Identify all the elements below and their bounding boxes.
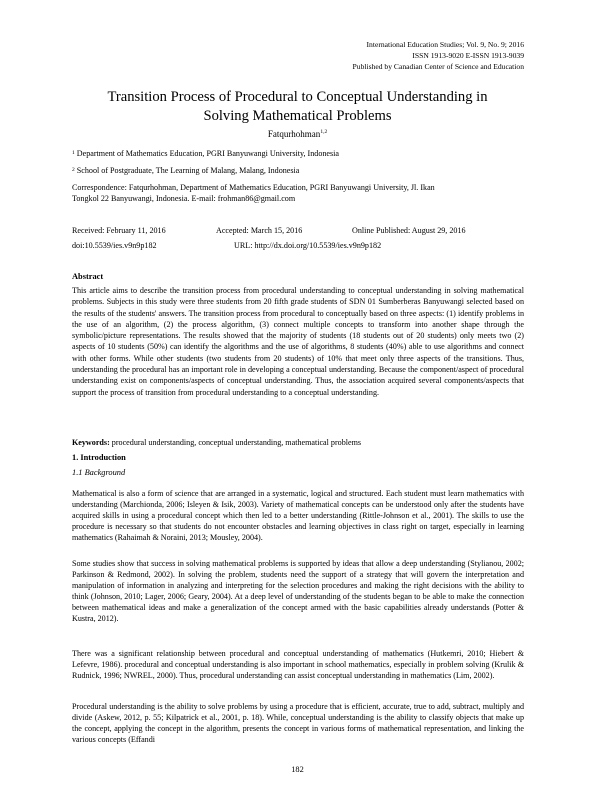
subsection-heading-background: 1.1 Background xyxy=(72,468,126,477)
affiliation-2 xyxy=(72,165,299,176)
paragraph-4: Procedural understanding is the ability to solve problems by using a procedure that is efficient, accurate, true to add, subtract, multiply and divide (Askew, 2012, p. 55; Kilpatrick et al., 2001, p. 18). While, conceptual understanding is the ability to classify objects that make up the concept, applying the concept in the algorithm, presents the concept in various forms of mathematical representation, and linking the various concepts (Effandi xyxy=(72,702,524,745)
affiliation-text: Department of Mathematics Education, PGRI Banyuwangi University, Indonesia xyxy=(76,149,340,158)
paragraph-3: There was a significant relationship between procedural and conceptual understanding of mathematics (Hutkemri, 2010; Hiebert & Lefevre, 1986). procedural and conceptual understanding is also important in school mathematics, especially in problem solving (Krulik & Rudnick, 1996; NWREL, 2000). Thus, procedural understanding can assist conceptual understanding in mathematics (Lim, 2002). xyxy=(72,649,524,681)
journal-citation: International Education Studies; Vol. 9, No. 9; 2016 xyxy=(366,40,524,49)
affiliation-number: 1 xyxy=(72,150,75,156)
published-date: Online Published: August 29, 2016 xyxy=(352,226,466,235)
correspondence-line-2: Tongkol 22 Banyuwangi, Indonesia. E-mail: frohman86@gmail.com xyxy=(72,194,296,203)
publisher: Published by Canadian Center of Science and Education xyxy=(352,62,524,71)
doi-url: URL: http://dx.doi.org/10.5539/ies.v9n9p182 xyxy=(234,241,382,250)
issn: ISSN 1913-9020 E-ISSN 1913-9039 xyxy=(412,51,524,60)
author-superscript: 1,2 xyxy=(320,129,328,135)
abstract-body: This article aims to describe the transition process from procedural understanding to conceptual understanding in solving mathematical problems. Subjects in this study were three students from 20 fifth grade students of SDN 01 Sumberberas Banyuwangi selected based on the results of the students' answers. The transition process from procedural to conceptually based on three aspects: (1) identify problems in the use of an algorithm, (2) the process algorithm, (3) connect multiple concepts to transform into another shape through the symbolic/picture representations. The results showed that the majority of students (18 students out of 20 students) only meets two (2) aspects of 10 students (50%) can identify the algorithms and the use of algorithms, 8 students (40%) able to use algorithms and connect with other forms. While other students (two students from 20 students) of 10% that meet only three aspects of the transitions. Thus, understanding the procedural has an important role in developing a conceptual understanding. Because the component/aspect of procedural understanding exist on components/aspects of conceptual understanding. Thus, the association acquired several components/aspects that support the process of transition from procedural understanding to a conceptual understanding. xyxy=(72,286,524,397)
page-number: 182 xyxy=(291,765,304,774)
keywords-line xyxy=(72,437,524,448)
affiliation-1 xyxy=(72,148,339,159)
doi: doi:10.5539/ies.v9n9p182 xyxy=(72,241,157,250)
keywords-label: Keywords: xyxy=(72,438,110,447)
keywords-text: procedural understanding, conceptual understanding, mathematical problems xyxy=(111,438,362,447)
affiliation-text: School of Postgraduate, The Learning of Malang, Malang, Indonesia xyxy=(76,166,300,175)
title-line-1: Transition Process of Procedural to Conceptual Understanding in xyxy=(107,89,488,105)
affiliation-number: 2 xyxy=(72,167,75,173)
accepted-date: Accepted: March 15, 2016 xyxy=(216,226,303,235)
author xyxy=(0,129,595,139)
correspondence xyxy=(72,182,524,204)
received-date: Received: February 11, 2016 xyxy=(72,226,166,235)
abstract-heading: Abstract xyxy=(72,272,104,281)
section-heading-introduction: 1. Introduction xyxy=(72,453,126,462)
title-line-2: Solving Mathematical Problems xyxy=(203,108,392,124)
paragraph-1: Mathematical is also a form of science that are arranged in a systematic, logical and structured. Each student must learn mathematics with understanding (Marchionda, 2006; Isleyen & Isik, 2003). Variety of mathematical concepts can be understood only after the students have acquired skills in using a procedural concept which then led to a better understanding (Rittle-Johnson et al., 2001). The skills to use the procedure is necessary so that students do not encounter obstacles and learning objectives in class right on target, especially in learning mathematics (Rahaimah & Noraini, 2013; Mousley, 2004). xyxy=(72,489,524,543)
correspondence-line-1: Correspondence: Fatqurhohman, Department of Mathematics Education, PGRI Banyuwangi University, Jl. Ikan xyxy=(72,183,435,192)
author-name: Fatqurhohman xyxy=(267,129,321,139)
paragraph-2: Some studies show that success in solving mathematical problems is supported by ideas that allow a deep understanding (Stylianou, 2002; Parkinson & Redmond, 2002). In solving the problem, students need the support of a strategy that will govern the interpretation and manipulation of information in analyzing and interpreting for the selection procedures and making the right decisions with the ability to think (Johnson, 2010; Lager, 2006; Geary, 2004). At a deep level of understanding of the students began to be able to make the connection between mathematical ideas and make a generalization of the concept armed with the basic capabilities already understands (Potter & Kustra, 2012). xyxy=(72,559,524,624)
article-title xyxy=(72,88,523,126)
